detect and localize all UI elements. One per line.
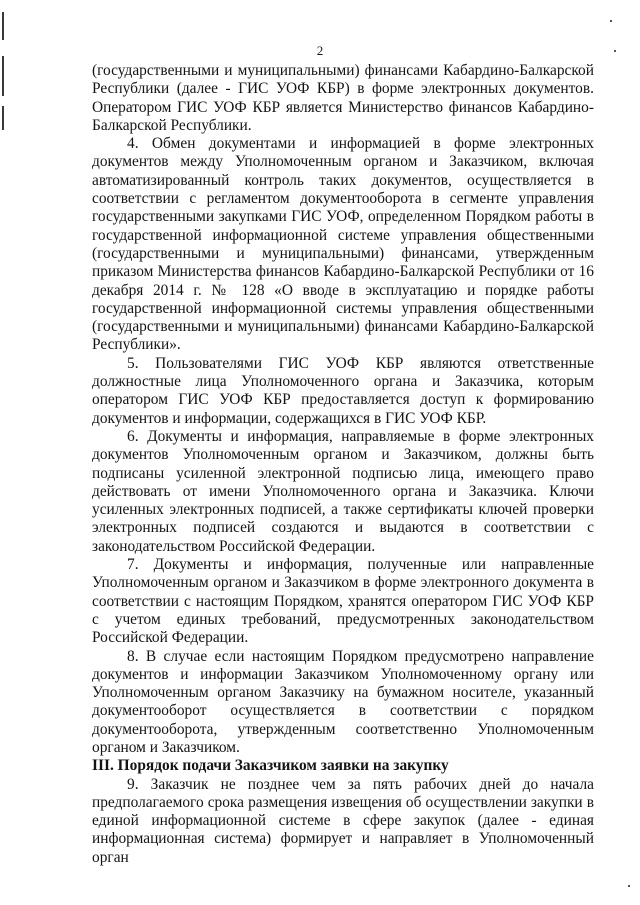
section-heading: III. Порядок подачи Заказчиком заявки на закупку [92,757,449,775]
scan-edge-mark-lower [2,106,4,130]
page-number: 2 [316,43,324,58]
paragraph-4: 4. Обмен документами и информацией в форме электронных документов между Уполномоченным органом и Заказчиком, включая автоматизированный контроль таких документов, осуществляется в соответствии с регламентом документооборота в сегменте управления государственными закупками ГИС УОФ, определенном Порядком работы в государственной информационной системе управления общественными (государственными и муниципальными) финансами, утвержденным приказом Министерства финансов Кабардино-Балкарской Республики от 16 декабря 2014 г. № 128 «О вводе в эксплуатацию и порядке работы государственной информационной системы управления общественными (государственными и муниципальными) финансами Кабардино-Балкарской Республики». [92,135,594,354]
paragraph-continuation: (государственными и муниципальными) финансами Кабардино-Балкарской Республики (далее - ГИС УОФ КБР) в форме электронных документов. Оператором ГИС УОФ КБР является Министерство финансов Кабардино-Балкарской Республики. [92,62,594,134]
paragraph-8: 8. В случае если настоящим Порядком предусмотрено направление документов и информации Заказчиком Уполномоченному органу или Уполномоченным органом Заказчику на бумажном носителе, указанный документооборот осуществляется в соответствии с порядком документооборота, утвержденным соответственно Уполномоченным органом и Заказчиком. [92,647,594,756]
document-body [92,62,594,867]
scan-edge-mark-top [2,12,4,40]
scan-edge-mark-middle [2,56,4,96]
scan-dot-bottom-right [628,885,630,887]
paragraph-7: 7. Документы и информация, полученные или направленные Уполномоченным органом и Заказчиком в форме электронного документа в соответствии с настоящим Порядком, хранятся оператором ГИС УОФ КБР с учетом единых требований, предусмотренных законодательством Российской Федерации. [92,556,594,647]
paragraph-9: 9. Заказчик не позднее чем за пять рабочих дней до начала предполагаемого срока размещения извещения об осуществлении закупки в единой информационной системе в сфере закупок (далее - единая информационная система) формирует и направляет в Уполномоченный орган [92,775,594,866]
paragraph-6: 6. Документы и информация, направляемые в форме электронных документов Уполномоченным органом и Заказчиком, должны быть подписаны усиленной электронной подписью лица, имеющего право действовать от имени Уполномоченного органа и Заказчика. Ключи усиленных электронных подписей, а также сертификаты ключей проверки электронных подписей создаются и выдаются в соответствии с законодательством Российской Федерации. [92,427,594,555]
scan-dot-top-right [610,20,612,22]
paragraph-5: 5. Пользователями ГИС УОФ КБР являются ответственные должностные лица Уполномоченного органа и Заказчика, которым оператором ГИС УОФ КБР предоставляется доступ к формированию документов и информации, содержащихся в ГИС УОФ КБР. [92,354,594,427]
